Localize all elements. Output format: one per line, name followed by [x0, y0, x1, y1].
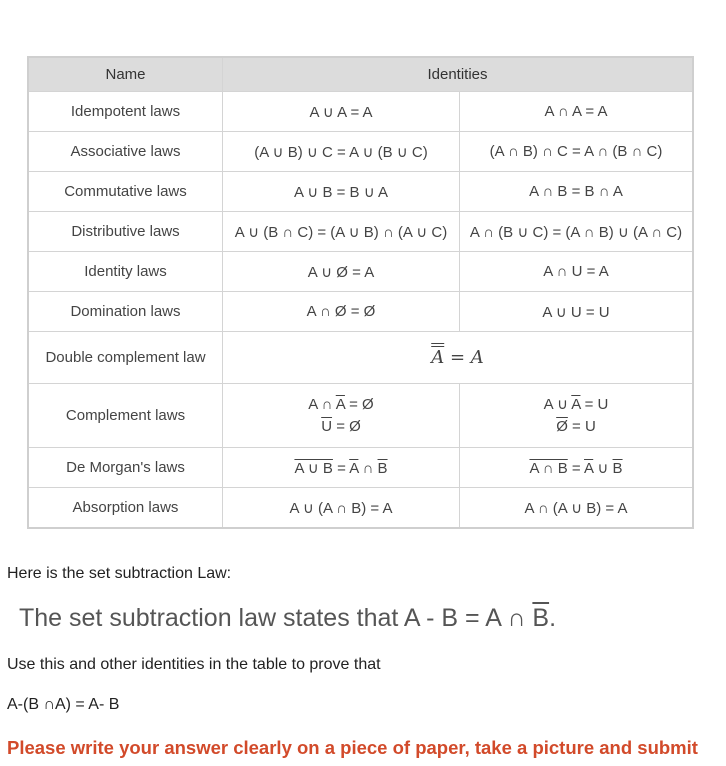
identity-right: A ∪ U = U [460, 292, 694, 332]
double-complement-rhs: = A [449, 347, 484, 368]
identity-left: A ∪ $B = \overline{A}$ ∩ $\overline{B}$ [223, 448, 460, 488]
identity-left [223, 384, 460, 448]
set-identities-table [27, 56, 694, 529]
intro-text: Here is the set subtraction Law: [7, 565, 232, 582]
law-name: Complement laws [28, 384, 223, 448]
law-name: Distributive laws [28, 212, 223, 252]
table-row [28, 292, 693, 332]
identity-right: A ∩ (B ∪ C) = (A ∩ B) ∪ (A ∩ C) [460, 212, 694, 252]
table-row [28, 488, 693, 529]
table-row [28, 448, 693, 488]
identity-right [460, 384, 694, 448]
submit-note: Please write your answer clearly on a piece of paper, take a picture and submit [7, 737, 698, 758]
identity-right: A ∩ U = A [460, 252, 694, 292]
table-row [28, 332, 693, 384]
law-name: Commutative laws [28, 172, 223, 212]
identity-left: A ∪ (B ∩ C) = (A ∪ B) ∩ (A ∪ C) [223, 212, 460, 252]
table-row [28, 384, 693, 448]
complement-right-1: A ∪ $\overline{A} = U$ [543, 395, 609, 413]
header-identities: Identities [223, 57, 694, 92]
identity-left: A ∪ (A ∩ B) = A [223, 488, 460, 529]
law-name: Absorption laws [28, 488, 223, 529]
complement-left-2: $\overline{U}$ = Ø [321, 417, 361, 435]
identity-left: A ∪ A = A [223, 92, 460, 132]
table-row [28, 132, 693, 172]
identity-right: A ∩ A = A [460, 92, 694, 132]
goal-statement: A-(B ∩A) = A- B [7, 696, 120, 713]
table-row [28, 172, 693, 212]
complement-left-1: A ∩ $\overline{A}$ = Ø [308, 395, 374, 413]
double-complement-formula [223, 332, 694, 384]
identity-right: A ∩ B = B ∩ A [460, 172, 694, 212]
identity-right: A ∩ (A ∪ B) = A [460, 488, 694, 529]
law-name: Identity laws [28, 252, 223, 292]
table-header-row [28, 57, 693, 92]
identity-left: A ∪ Ø = A [223, 252, 460, 292]
complement-right-2: $\overline{Ø} = U$ [556, 417, 596, 435]
instruction-text: Use this and other identities in the table to prove that [7, 656, 381, 673]
double-complement-var: A [431, 347, 445, 368]
table-row [28, 252, 693, 292]
law-name: Domination laws [28, 292, 223, 332]
identity-left: A ∪ B = B ∪ A [223, 172, 460, 212]
identity-left: A ∩ Ø = Ø [223, 292, 460, 332]
table-row [28, 212, 693, 252]
header-name: Name [28, 57, 223, 92]
table-row [28, 92, 693, 132]
identity-right: A ∩ $B = \overline{A}$ ∪ $\overline{B}$ [460, 448, 694, 488]
set-subtraction-law: The set subtraction law states that A - B = A ∩ $\overline{B}$. [19, 604, 557, 632]
law-name: Double complement law [28, 332, 223, 384]
identity-left: (A ∪ B) ∪ C = A ∪ (B ∪ C) [223, 132, 460, 172]
law-name: Idempotent laws [28, 92, 223, 132]
identity-right: (A ∩ B) ∩ C = A ∩ (B ∩ C) [460, 132, 694, 172]
law-name: Associative laws [28, 132, 223, 172]
law-name: De Morgan's laws [28, 448, 223, 488]
